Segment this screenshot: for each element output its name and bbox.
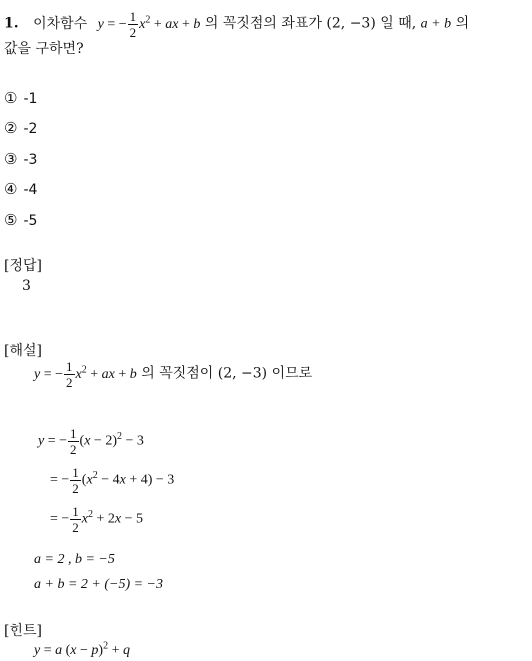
choice-2[interactable] [4, 119, 37, 137]
choice-marker: ④ [4, 180, 18, 198]
choice-5[interactable] [4, 211, 37, 229]
solution-sum-line: a + b = 2 + (−5) = −3 [34, 577, 164, 592]
hint-label: [힌트] [4, 623, 42, 639]
question-function: y = − $\frac{1}{2}$ $x^2$ + ax + b [97, 9, 201, 40]
solution-step-3: = − $\frac{1}{2}$ $x^2 + 2x - 5$ [50, 504, 144, 535]
answer-label: [정답] [4, 258, 42, 274]
answer-value: 3 [22, 278, 31, 294]
choice-marker: ⑤ [4, 211, 18, 229]
choice-4[interactable] [4, 180, 37, 198]
solution-intro-point: (2, −3) [217, 365, 268, 382]
choice-text: -2 [23, 121, 38, 137]
solution-intro-tail: 의 꼭짓점이 [141, 365, 214, 382]
choice-text: -5 [23, 213, 38, 229]
choice-text: -3 [23, 152, 38, 168]
hint-formula: y = a $(x - p)^2 + q$ [34, 640, 130, 658]
question-intro: 이차함수 [33, 15, 88, 32]
solution-label: [해설] [4, 343, 42, 359]
question-line-2: 값을 구하면? [4, 41, 84, 57]
choice-text: -1 [23, 91, 38, 107]
solution-step-2: = − $\frac{1}{2}$ $(x^2 - 4x + 4) - 3$ [50, 465, 175, 496]
solution-intro [34, 360, 312, 389]
choice-marker: ③ [4, 150, 18, 168]
question-line-1 [4, 10, 469, 39]
solution-intro-end: 이므로 [271, 365, 313, 382]
choice-marker: ② [4, 119, 18, 137]
question-number: 1. [4, 15, 19, 32]
choice-3[interactable] [4, 150, 37, 168]
question-point: (2, −3) [326, 15, 376, 32]
question-end: 의 [455, 15, 470, 32]
choice-marker: ① [4, 89, 18, 107]
choice-1[interactable] [4, 89, 37, 107]
question-after: 일 때, [380, 15, 417, 32]
question-mid: 의 꼭짓점의 좌표가 [204, 15, 322, 32]
choice-text: -4 [23, 182, 38, 198]
question-target: a + b [420, 16, 452, 32]
solution-step-1: y = − $\frac{1}{2}$ $(x - 2)^2 - 3$ [38, 426, 144, 457]
solution-ab-line: a = 2 , b = −5 [34, 552, 115, 567]
solution-function: y = − $\frac{1}{2}$ $x^2$ + ax + b [34, 359, 137, 390]
